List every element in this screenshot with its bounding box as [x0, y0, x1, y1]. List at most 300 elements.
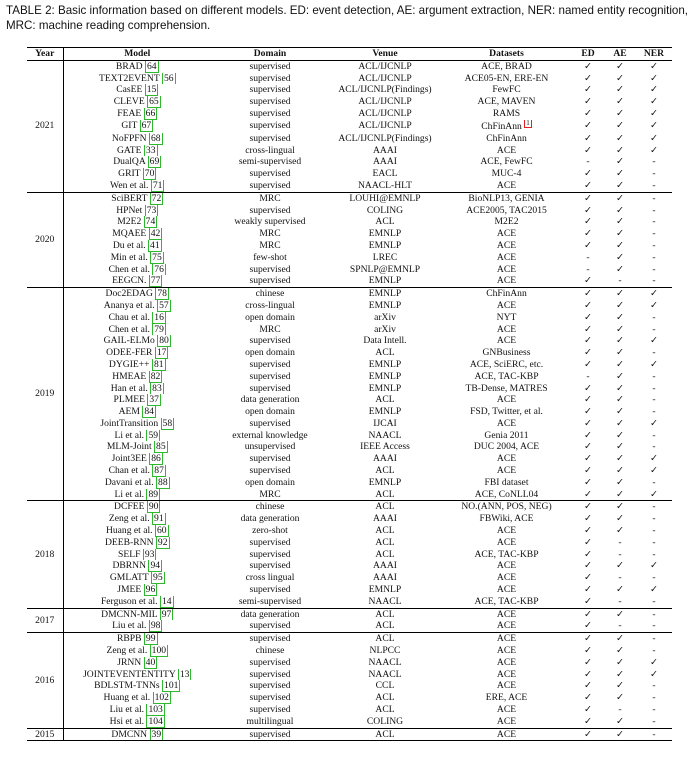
- model-cell: [63, 418, 211, 430]
- domain-cell: supervised: [249, 692, 291, 704]
- datasets-text: FewFC: [492, 84, 521, 96]
- citation-number: 92: [157, 536, 168, 548]
- datasets-cell: [441, 120, 572, 133]
- ner-mark: -: [636, 192, 672, 204]
- citation-link[interactable]: [146, 704, 164, 716]
- citation-link[interactable]: [149, 620, 163, 632]
- citation-link[interactable]: [147, 96, 161, 108]
- citation-link[interactable]: [151, 180, 165, 192]
- citation-link[interactable]: [142, 406, 156, 418]
- table-row: [27, 596, 672, 608]
- ed-mark: ✓: [583, 120, 593, 132]
- datasets-text: RAMS: [492, 107, 521, 119]
- table-row: [27, 240, 672, 252]
- ae-mark: ✓: [615, 347, 625, 359]
- datasets-cell: [441, 240, 572, 252]
- venue-cell: ACL: [375, 525, 395, 537]
- ner-mark: -: [652, 263, 656, 275]
- datasets-cell: [441, 596, 572, 608]
- datasets-cell: [441, 560, 572, 572]
- citation-link[interactable]: [152, 324, 166, 336]
- venue-cell: AAAI: [373, 144, 397, 156]
- datasets-text: ACE: [496, 728, 517, 740]
- citation-number: 79: [154, 323, 164, 335]
- datasets-cell: [441, 537, 572, 549]
- ner-mark: -: [652, 251, 656, 263]
- ae-mark: ✓: [604, 608, 636, 620]
- citation-link[interactable]: [145, 84, 159, 96]
- datasets-cell: [441, 145, 572, 157]
- citation-link[interactable]: [155, 525, 169, 537]
- datasets-text: ACE: [496, 633, 517, 645]
- venue-cell: SPNLP@EMNLP: [349, 263, 421, 275]
- citation-link[interactable]: [144, 657, 158, 669]
- datasets-text: DUC 2004, ACE: [473, 441, 540, 453]
- datasets-cell: [441, 728, 572, 741]
- year-cell: 2021: [27, 60, 63, 192]
- ner-mark: -: [652, 536, 656, 548]
- domain-cell: supervised: [211, 728, 329, 741]
- citation-link[interactable]: [156, 537, 170, 549]
- model-name: CasEE: [116, 84, 143, 96]
- ed-mark: ✓: [583, 441, 593, 453]
- ner-mark: -: [652, 239, 656, 251]
- ner-mark: -: [636, 501, 672, 513]
- model-name: Du et al.: [112, 239, 146, 251]
- datasets-text: ACE: [496, 251, 517, 263]
- datasets-cell: [441, 572, 572, 584]
- ae-mark: ✓: [604, 192, 636, 204]
- ner-mark: ✓: [649, 132, 659, 144]
- model-cell: [63, 645, 211, 657]
- datasets-text: ACE: [496, 715, 517, 727]
- ner-mark: ✓: [649, 584, 659, 596]
- ner-mark: ✓: [649, 560, 659, 572]
- model-name: Chen et al.: [108, 263, 150, 275]
- ae-mark: ✓: [615, 107, 625, 119]
- model-name: JRNN: [117, 656, 142, 668]
- citation-number: 86: [151, 453, 161, 465]
- ed-mark: ✓: [583, 204, 593, 216]
- domain-cell: supervised: [249, 668, 291, 680]
- ed-mark: ✓: [572, 608, 604, 620]
- venue-cell: ACL/IJCNLP: [358, 96, 412, 108]
- venue-cell: EMNLP: [368, 370, 402, 382]
- datasets-text: TB-Dense, MATRES: [465, 382, 548, 394]
- datasets-text: ACE: [496, 394, 517, 406]
- model-name: Ananya et al.: [103, 299, 155, 311]
- table-row: [27, 133, 672, 145]
- citation-number: 100: [151, 645, 167, 657]
- model-name: JOINTEVENTENTITY: [83, 668, 176, 680]
- citation-link[interactable]: [155, 288, 169, 300]
- citation-link[interactable]: [151, 572, 165, 584]
- citation-link[interactable]: [144, 584, 158, 596]
- citation-link[interactable]: [178, 669, 192, 681]
- ner-mark: -: [652, 204, 656, 216]
- ed-mark: ✓: [583, 525, 593, 537]
- domain-cell: few-shot: [253, 251, 287, 263]
- model-name: Zeng et al.: [108, 513, 150, 525]
- domain-cell: supervised: [249, 656, 291, 668]
- citation-link[interactable]: [145, 60, 159, 72]
- model-cell: [63, 145, 211, 157]
- model-cell: [63, 264, 211, 276]
- venue-cell: ACL: [375, 465, 395, 477]
- datasets-cell: [441, 264, 572, 276]
- model-name: AEM: [118, 406, 140, 418]
- domain-cell: chinese: [255, 645, 285, 657]
- model-name: Joint3EE: [111, 453, 147, 465]
- ae-mark: ✓: [615, 453, 625, 465]
- venue-cell: NLPCC: [369, 645, 401, 657]
- datasets-cell: [441, 430, 572, 442]
- citation-link[interactable]: [147, 394, 161, 406]
- citation-link[interactable]: [152, 312, 166, 324]
- domain-cell: supervised: [249, 107, 291, 119]
- ed-mark: ✓: [583, 692, 593, 704]
- ner-mark: -: [652, 692, 656, 704]
- datasets-cell: [441, 633, 572, 645]
- datasets-text: GNBusiness: [482, 347, 531, 359]
- model-name: GATE: [116, 144, 142, 156]
- citation-number: 66: [145, 107, 156, 119]
- ed-mark: ✓: [583, 394, 593, 406]
- model-name: JMEE: [117, 584, 142, 596]
- ed-mark: ✓: [583, 572, 593, 584]
- datasets-cell: [441, 96, 572, 108]
- citation-link[interactable]: [144, 633, 158, 645]
- citation-link[interactable]: [144, 145, 158, 157]
- datasets-cell: [441, 477, 572, 489]
- model-name: M2E2: [117, 216, 142, 228]
- ae-mark: ✓: [615, 263, 625, 275]
- domain-cell: supervised: [249, 680, 291, 692]
- citation-link[interactable]: [150, 192, 164, 204]
- citation-number: 76: [154, 263, 164, 275]
- model-cell: [63, 489, 211, 501]
- domain-cell: supervised: [249, 275, 291, 287]
- model-name: DCFEE: [114, 501, 145, 513]
- model-cell: [63, 383, 211, 395]
- datasets-cell: [441, 525, 572, 537]
- table-row: [27, 406, 672, 418]
- domain-cell: open domain: [245, 406, 295, 418]
- model-cell: [63, 205, 211, 217]
- model-name: EEGCN.: [112, 275, 147, 287]
- ed-mark: -: [586, 263, 590, 275]
- domain-cell: open domain: [245, 311, 295, 323]
- table-row: [27, 620, 672, 632]
- col-header-model: Model: [63, 48, 211, 61]
- table-row: [27, 288, 672, 300]
- datasets-text: FBI dataset: [484, 476, 529, 488]
- datasets-text: ACE: [496, 335, 517, 347]
- ed-mark: ✓: [583, 715, 593, 727]
- citation-link[interactable]: [160, 596, 174, 608]
- ae-mark: ✓: [615, 179, 625, 191]
- citation-link[interactable]: [152, 513, 166, 525]
- datasets-text: ACE: [496, 620, 517, 632]
- citation-number: 59: [148, 429, 159, 441]
- table-row: [27, 692, 672, 704]
- citation-number: 15: [146, 84, 157, 96]
- domain-cell: semi-supervised: [238, 595, 302, 607]
- datasets-text: ACE: [496, 323, 517, 335]
- citation-number: 78: [157, 288, 167, 300]
- ae-mark: ✓: [615, 228, 625, 240]
- citation-link[interactable]: [148, 156, 162, 168]
- model-cell: [63, 73, 211, 85]
- model-cell: [63, 84, 211, 96]
- citation-link[interactable]: [160, 608, 174, 620]
- domain-cell: MRC: [259, 488, 281, 500]
- citation-link[interactable]: [157, 300, 171, 312]
- domain-cell: supervised: [249, 84, 291, 96]
- model-name: Li et al.: [114, 429, 145, 441]
- citation-link[interactable]: [153, 692, 171, 704]
- citation-link[interactable]: [152, 264, 166, 276]
- citation-link[interactable]: [144, 216, 158, 228]
- model-cell: [63, 252, 211, 264]
- citation-link[interactable]: [143, 168, 157, 180]
- datasets-cell: [441, 84, 572, 96]
- model-cell: [63, 669, 211, 681]
- domain-cell: supervised: [249, 417, 291, 429]
- ed-mark: ✓: [583, 668, 593, 680]
- ae-mark: ✓: [615, 656, 625, 668]
- model-cell: [63, 156, 211, 168]
- model-name: Hsi et al.: [109, 715, 145, 727]
- domain-cell: data generation: [240, 394, 300, 406]
- datasets-text: ACE: [496, 680, 517, 692]
- venue-cell: ACL: [329, 633, 441, 645]
- model-cell: [63, 228, 211, 240]
- citation-link[interactable]: [150, 645, 168, 657]
- citation-number: 89: [148, 488, 159, 500]
- ae-mark: -: [618, 704, 622, 716]
- citation-link[interactable]: [161, 418, 175, 430]
- citation-number: 37: [149, 394, 159, 406]
- citation-link[interactable]: [147, 501, 161, 513]
- citation-number: 39: [151, 728, 162, 740]
- ed-mark: ✓: [583, 216, 593, 228]
- datasets-cell: [441, 608, 572, 620]
- citation-link[interactable]: [152, 359, 166, 371]
- table-row: [27, 73, 672, 85]
- venue-cell: ACL/IJCNLP(Findings): [338, 84, 432, 96]
- domain-cell: supervised: [249, 584, 291, 596]
- ae-mark: ✓: [615, 168, 625, 180]
- citation-link[interactable]: [150, 728, 164, 741]
- datasets-cell: [441, 108, 572, 120]
- model-name: JointTransition: [100, 417, 159, 429]
- ed-mark: ✓: [583, 560, 593, 572]
- domain-cell: supervised: [249, 168, 291, 180]
- col-header-domain: Domain: [211, 48, 329, 61]
- citation-link[interactable]: [162, 73, 176, 85]
- ner-mark: -: [652, 382, 656, 394]
- venue-cell: COLING: [366, 204, 404, 216]
- model-cell: [63, 692, 211, 704]
- ner-mark: -: [652, 323, 656, 335]
- datasets-cell: [441, 453, 572, 465]
- table-row: [27, 680, 672, 692]
- model-cell: [63, 596, 211, 608]
- ner-mark: -: [652, 525, 656, 537]
- venue-cell: AAAI: [373, 156, 397, 168]
- citation-link[interactable]: [149, 453, 163, 465]
- table-row: [27, 430, 672, 442]
- model-name: Liu et al.: [112, 620, 147, 632]
- ner-mark: ✓: [649, 417, 659, 429]
- model-name: DMCNN: [111, 728, 148, 740]
- ner-mark: -: [652, 620, 656, 632]
- table-row: [27, 359, 672, 371]
- ed-mark: ✓: [572, 288, 604, 300]
- datasets-cell: [441, 716, 572, 728]
- table-row: [27, 275, 672, 287]
- ner-mark: ✓: [649, 668, 659, 680]
- datasets-text: ChFinAnn: [486, 288, 527, 300]
- footnote-link[interactable]: 1: [526, 119, 530, 127]
- table-row: [27, 120, 672, 133]
- ae-mark: -: [618, 548, 622, 560]
- datasets-text: M2E2: [494, 216, 519, 228]
- model-name: TEXT2EVENT: [98, 72, 160, 84]
- col-header-year: Year: [27, 48, 63, 61]
- citation-link[interactable]: [144, 108, 158, 120]
- ed-mark: ✓: [583, 144, 593, 156]
- table-row: [27, 168, 672, 180]
- citation-link[interactable]: [146, 430, 160, 442]
- table-row: [27, 669, 672, 681]
- citation-link[interactable]: [146, 489, 160, 501]
- datasets-text: ChFinAnn: [481, 120, 522, 132]
- citation-link[interactable]: [154, 441, 168, 453]
- model-cell: [63, 394, 211, 406]
- citation-number: 70: [144, 168, 155, 180]
- citation-link[interactable]: [143, 549, 157, 561]
- datasets-cell: [441, 513, 572, 525]
- ed-mark: ✓: [583, 84, 593, 96]
- ner-mark: -: [652, 429, 656, 441]
- citation-link[interactable]: [149, 133, 163, 145]
- citation-link[interactable]: [146, 716, 164, 728]
- table-row: [27, 572, 672, 584]
- citation-link[interactable]: [140, 120, 154, 133]
- citation-number: 68: [150, 132, 161, 144]
- domain-cell: cross-lingual: [245, 299, 295, 311]
- citation-number: 16: [154, 311, 164, 323]
- ae-mark: -: [618, 275, 622, 287]
- citation-link[interactable]: [157, 335, 171, 347]
- citation-link[interactable]: [155, 347, 169, 359]
- citation-link[interactable]: [149, 371, 163, 383]
- citation-link[interactable]: [148, 240, 162, 252]
- datasets-cell: [441, 441, 572, 453]
- datasets-cell: [441, 692, 572, 704]
- year-cell: 2018: [27, 501, 63, 608]
- citation-link[interactable]: [150, 252, 164, 264]
- citation-link[interactable]: [148, 560, 162, 572]
- citation-link[interactable]: [156, 477, 170, 489]
- model-cell: [63, 324, 211, 336]
- model-name: RBPB: [116, 633, 142, 645]
- citation-number: 75: [152, 251, 162, 263]
- venue-cell: AAAI: [373, 560, 397, 572]
- table-row: [27, 525, 672, 537]
- model-name: PLMEE: [113, 394, 145, 406]
- datasets-cell: [441, 549, 572, 561]
- citation-link[interactable]: [145, 205, 159, 217]
- year-cell: 2019: [27, 288, 63, 501]
- domain-cell: chinese: [211, 288, 329, 300]
- ed-mark: ✓: [583, 453, 593, 465]
- model-name: Chau et al.: [108, 311, 150, 323]
- datasets-cell: [441, 657, 572, 669]
- ner-mark: ✓: [649, 335, 659, 347]
- citation-link[interactable]: [149, 275, 163, 287]
- venue-cell: NAACL: [368, 595, 402, 607]
- ner-mark: ✓: [649, 488, 659, 500]
- datasets-text: MUC-4: [491, 168, 522, 180]
- citation-link[interactable]: [152, 465, 166, 477]
- ed-mark: ✓: [583, 168, 593, 180]
- venue-cell: EMNLP: [368, 358, 402, 370]
- venue-cell: EMNLP: [368, 299, 402, 311]
- model-cell: [63, 513, 211, 525]
- domain-cell: supervised: [249, 548, 291, 560]
- domain-cell: supervised: [249, 382, 291, 394]
- ner-mark: -: [652, 179, 656, 191]
- ae-mark: ✓: [615, 476, 625, 488]
- ner-mark: -: [636, 633, 672, 645]
- citation-number: 81: [153, 358, 164, 370]
- model-name: MLM-Joint: [106, 441, 152, 453]
- col-header-ner: NER: [636, 48, 672, 61]
- datasets-text: ACE: [496, 704, 517, 716]
- model-name: Ferguson et al.: [100, 595, 158, 607]
- ae-mark: ✓: [615, 488, 625, 500]
- table-row: [27, 347, 672, 359]
- datasets-cell: [441, 501, 572, 513]
- ed-mark: ✓: [583, 358, 593, 370]
- model-name: GIT: [121, 120, 138, 132]
- model-name: BDLSTM-TNNs: [94, 680, 160, 692]
- citation-number: 77: [150, 275, 161, 287]
- ae-mark: ✓: [604, 728, 636, 741]
- datasets-text: ACE: [496, 144, 517, 156]
- venue-cell: EMNLP: [368, 584, 402, 596]
- citation-link[interactable]: [150, 383, 164, 395]
- model-name: GMLATT: [109, 572, 149, 584]
- venue-cell: ACL: [375, 548, 395, 560]
- venue-cell: ACL: [375, 394, 395, 406]
- datasets-text: ACE: [496, 608, 517, 620]
- model-name: Doc2EDAG: [105, 288, 153, 300]
- citation-link[interactable]: [162, 680, 180, 692]
- citation-number: 40: [145, 656, 156, 668]
- model-cell: [63, 180, 211, 192]
- citation-link[interactable]: [149, 228, 163, 240]
- venue-cell: ACL: [329, 501, 441, 513]
- datasets-text: ACE: [496, 645, 517, 657]
- domain-cell: zero-shot: [252, 525, 288, 537]
- datasets-cell: [441, 383, 572, 395]
- venue-cell: ACL/IJCNLP: [358, 120, 412, 132]
- citation-number: 13: [179, 668, 190, 680]
